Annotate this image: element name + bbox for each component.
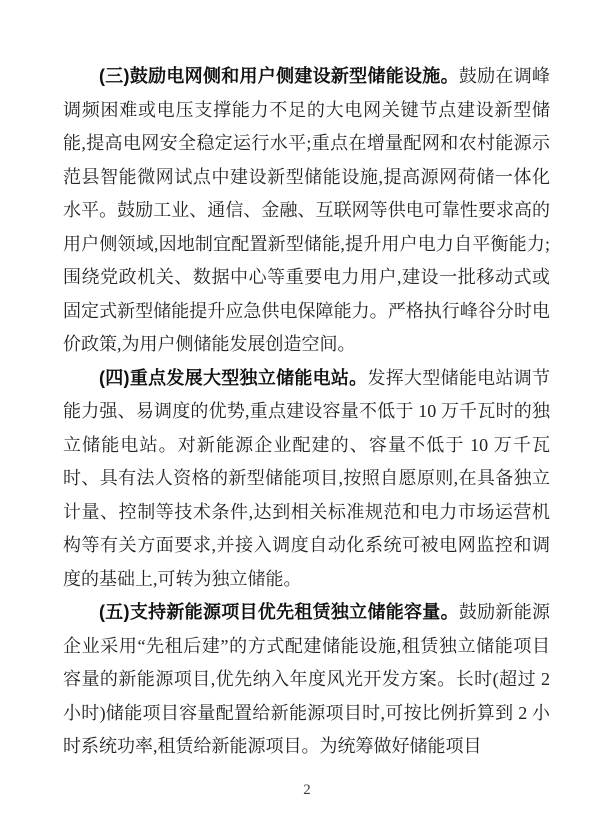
paragraph-4-heading: (四)重点发展大型独立储能电站。 xyxy=(99,367,368,388)
paragraph-4 xyxy=(63,362,550,597)
paragraph-5-heading: (五)支持新能源项目优先租赁独立储能容量。 xyxy=(99,602,459,622)
paragraph-5 xyxy=(63,596,550,764)
page-number: 2 xyxy=(303,782,311,798)
paragraph-4-text: 发挥大型储能电站调节能力强、易调度的优势,重点建设容量不低于 10 万千瓦时的独立储能电站。对新能源企业配建的、容量不低于 10 万千瓦时、具有法人资格的新型储能项目,按照自愿原则,在具备独立计量、控制等技术条件,达到相关标准规范和电力市场运营机构等有关方面要求,并接入调度自动化系统可被电网监控和调度的基础上,可转为独立储能。 xyxy=(63,367,550,589)
document-body xyxy=(63,60,550,764)
paragraph-3 xyxy=(63,60,550,362)
paragraph-3-text: 鼓励在调峰调频困难或电压支撑能力不足的大电网关键节点建设新型储能,提高电网安全稳定运行水平;重点在增量配网和农村能源示范县智能微网试点中建设新型储能设施,提高源网荷储一体化水平。鼓励工业、通信、金融、互联网等供电可靠性要求高的用户侧领域,因地制宜配置新型储能,提升用户电力自平衡能力;围绕党政机关、数据中心等重要电力用户,建设一批移动式或固定式新型储能提升应急供电保障能力。严格执行峰谷分时电价政策,为用户侧储能发展创造空间。 xyxy=(63,66,550,354)
paragraph-5-text: 鼓励新能源企业采用“先租后建”的方式配建储能设施,租赁独立储能项目容量的新能源项目,优先纳入年度风光开发方案。长时(超过 2 小时)储能项目容量配置给新能源项目时,可按比例折算到 2 小时系统功率,租赁给新能源项目。为统筹做好储能项目 xyxy=(63,602,550,756)
paragraph-3-heading: (三)鼓励电网侧和用户侧建设新型储能设施。 xyxy=(99,66,459,86)
